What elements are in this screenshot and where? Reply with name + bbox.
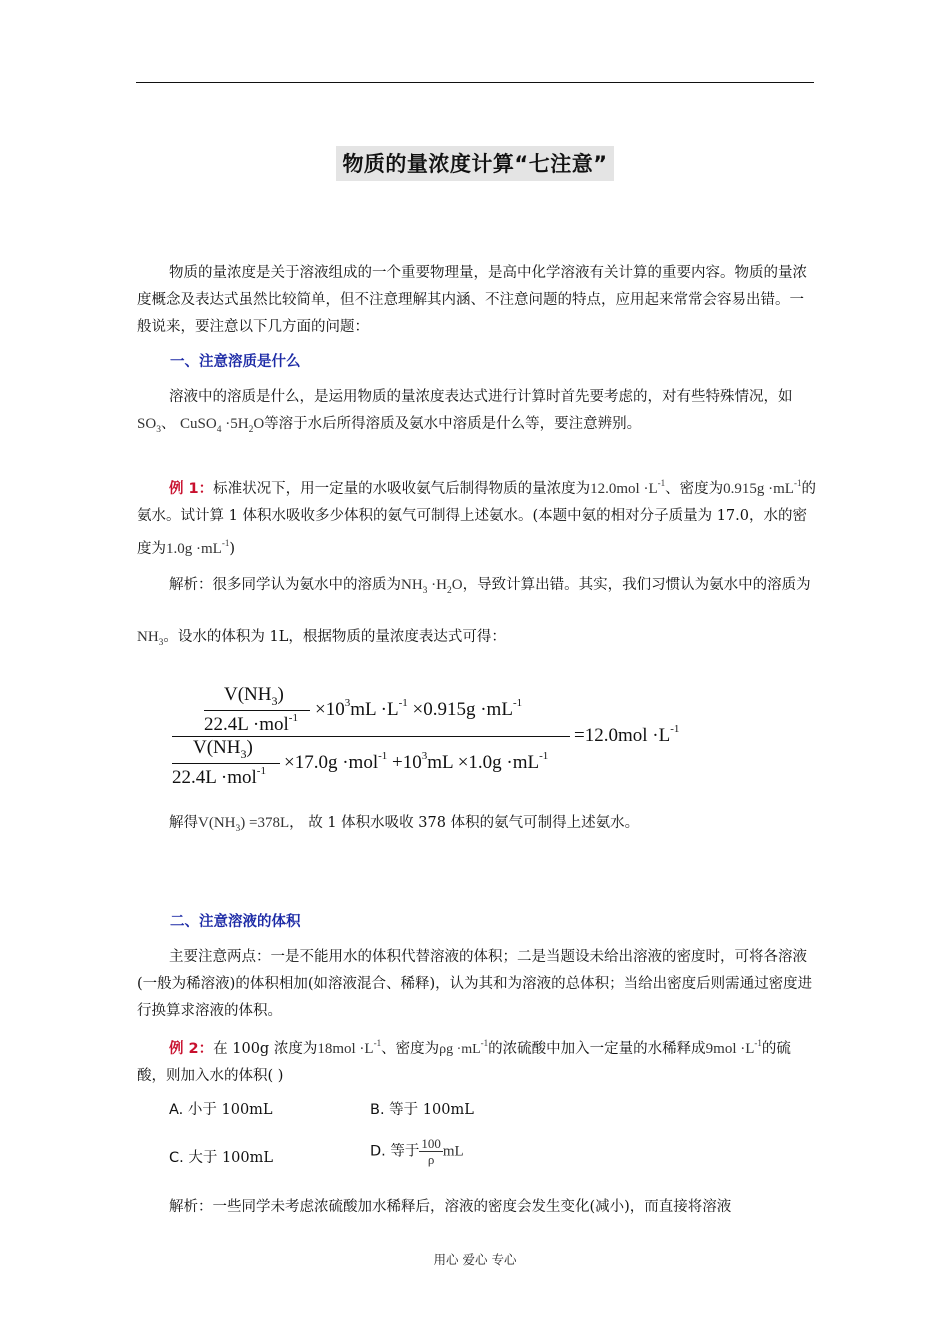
example1-paragraph xyxy=(137,470,817,563)
analysis1-text-b: ，导致计算出错。其实，我们习惯认为氨水中的溶质为 xyxy=(462,577,811,593)
formula-conc-9: $9mol \cdot L^{-1}$ xyxy=(705,1038,762,1057)
formula-density-0915: $0.915g \cdot mL^{-1}$ xyxy=(723,478,802,497)
option-a: A. 小于 100mL xyxy=(169,1102,273,1118)
formula-so3: $SO_3$ xyxy=(137,416,161,435)
formula-conc-18: $18mol \cdot L^{-1}$ xyxy=(317,1038,382,1057)
eq-result: $=12.0mol \cdot L^{-1}$ xyxy=(574,723,680,746)
section1-text-a: 溶液中的溶质是什么，是运用物质的量浓度表达式进行计算时首先要考虑的，对有些特殊情况，如 xyxy=(169,389,793,405)
eq-lower-numerator: $V(NH_3)$ xyxy=(193,737,253,761)
formula-water-density: $1.0g \cdot mL^{-1}$ xyxy=(166,538,230,557)
option-b: B. 等于 100mL xyxy=(370,1102,474,1118)
header-rule xyxy=(136,82,814,83)
eq-upper-numerator: $V(NH_3)$ xyxy=(224,684,284,708)
solution1-text-b: ， 故 1 体积水吸收 378 体积的氨气可制得上述氨水。 xyxy=(289,815,640,831)
formula-v-nh3-result: $V(NH_3) =378L$ xyxy=(198,815,290,834)
example2-paragraph xyxy=(137,1030,817,1090)
solution1-text-a: 解得 xyxy=(169,815,198,831)
eq-lower-terms: $\times 17.0g \cdot mol^{-1} +10^3mL \times 1.0g \cdot mL^{-1}$ xyxy=(284,750,549,773)
example2-text-d: 的硫酸，则加入水的体积( ) xyxy=(137,1041,791,1084)
eq-upper-terms: $\times 10^3mL \cdot L^{-1} \times 0.915g \cdot mL^{-1}$ xyxy=(315,697,523,720)
formula-separator: 、 xyxy=(160,416,176,432)
formula-cuso4-5h2o: CuSO$_4$ $\cdot 5H_2O$ xyxy=(180,416,265,435)
formula-nh3: $NH_3$ xyxy=(137,629,164,648)
analysis2-paragraph: 解析：一些同学未考虑浓硫酸加水稀释后，溶液的密度会发生变化(减小)，而直接将溶液 xyxy=(169,1199,732,1215)
eq-lower-denominator: 22.4L ·mol$^{-1}$ xyxy=(172,765,266,788)
section2-heading: 二、注意溶液的体积 xyxy=(170,914,301,930)
example2-label: 例 2： xyxy=(169,1041,214,1057)
example1-text-a: 标准状况下，用一定量的水吸收氨气后制得物质的量浓度为 xyxy=(213,481,591,497)
option-d: D. 等于 $\frac{100}{\rho}$ mL xyxy=(370,1136,464,1167)
title-container xyxy=(0,146,950,181)
example1-label: 例 1： xyxy=(169,481,214,497)
eq-lower-fraction-bar xyxy=(172,763,280,764)
example2-text-b: 、密度为 xyxy=(381,1041,440,1057)
example2-text-c: 的浓硫酸中加入一定量的水稀释成 xyxy=(488,1041,706,1057)
page-title: 物质的量浓度计算“七注意” xyxy=(336,146,613,181)
intro-paragraph: 物质的量浓度是关于溶液组成的一个重要物理量，是高中化学溶液有关计算的重要内容。物质的量浓度概念及表达式虽然比较简单，但不注意理解其内涵、不注意问题的特点，应用起来常常会容易出错。一般说来，要注意以下几方面的问题： xyxy=(137,265,807,335)
option-c: C. 大于 100mL xyxy=(169,1150,274,1166)
section2-paragraph: 主要注意两点：一是不能用水的体积代替溶液的体积；二是当题设未给出溶液的密度时，可将各溶液(一般为稀溶液)的体积相加(如溶液混合、稀释)，认为其和为溶液的总体积；当给出密度后则需通过密度进行换算求溶液的体积。 xyxy=(137,949,813,1019)
formula-conc-12: $12.0mol \cdot L^{-1}$ xyxy=(590,478,666,497)
example1-text-c: 的氨水。试计算 1 体积水吸收多少体积的氨气可制得上述氨水。(本题中氨的相对分子质量为 17.0，水的密度为 xyxy=(137,481,816,557)
section1-heading: 一、注意溶质是什么 xyxy=(170,354,301,370)
analysis1-text-a: 解析：很多同学认为氨水中的溶质为 xyxy=(169,577,401,593)
analysis1-text-c: 。设水的体积为 1L，根据物质的量浓度表达式可得： xyxy=(163,629,506,645)
analysis1-paragraph xyxy=(137,562,817,666)
eq-upper-fraction-bar xyxy=(204,710,310,711)
example1-text-d: ) xyxy=(229,541,235,557)
solution1-paragraph xyxy=(137,810,817,843)
formula-nh3-h2o: $NH_3 \cdot H_2O$ xyxy=(401,577,463,596)
formula-density-rho: $\rho g \cdot mL^{-1}$ xyxy=(439,1038,489,1057)
option-d-fraction: $\frac{100}{\rho}$ xyxy=(421,1136,441,1167)
section1-text-b: 等溶于水后所得溶质及氨水中溶质是什么等，要注意辨别。 xyxy=(264,416,642,432)
eq-upper-denominator: 22.4L ·mol$^{-1}$ xyxy=(204,712,298,735)
page-footer: 用心 爱心 专心 xyxy=(433,1252,517,1267)
example2-text-a: 在 100g 浓度为 xyxy=(213,1041,318,1057)
example1-text-b: 、密度为 xyxy=(665,481,724,497)
section1-paragraph xyxy=(137,384,817,444)
